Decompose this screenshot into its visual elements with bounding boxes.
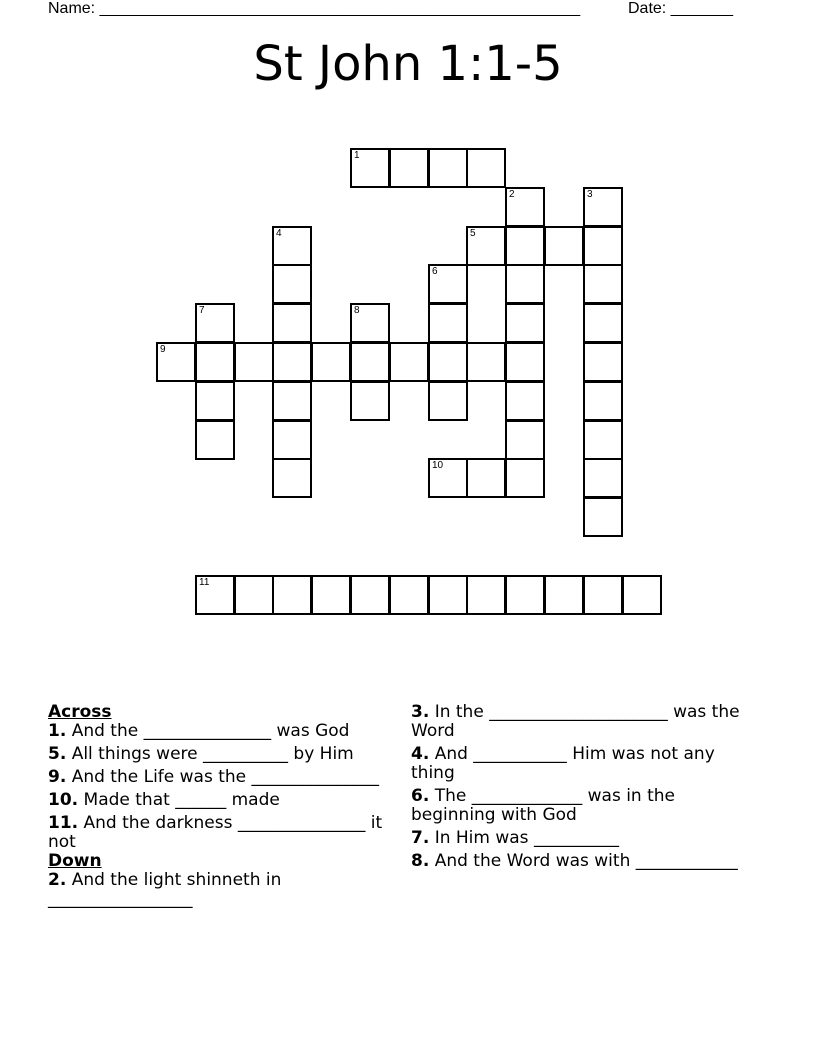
grid-cell[interactable]	[195, 381, 235, 421]
grid-cell[interactable]	[389, 342, 429, 382]
grid-cell[interactable]	[505, 342, 545, 382]
grid-cell[interactable]	[389, 148, 429, 188]
clue-across-10	[48, 791, 398, 810]
grid-cell[interactable]	[272, 226, 312, 266]
grid-cell[interactable]	[311, 575, 351, 615]
grid-cell[interactable]	[195, 342, 235, 382]
clue-text: And the Life was the _______________	[66, 767, 380, 787]
grid-cell[interactable]	[583, 381, 623, 421]
grid-cell[interactable]	[466, 575, 506, 615]
cell-number: 8	[354, 305, 360, 316]
grid-cell[interactable]	[311, 342, 351, 382]
grid-cell[interactable]	[466, 226, 506, 266]
clue-text: And ___________ Him was not any thing	[411, 744, 715, 783]
grid-cell[interactable]	[583, 264, 623, 304]
grid-cell[interactable]	[505, 458, 545, 498]
clue-text: The _____________ was in the beginning with God	[411, 786, 676, 825]
grid-cell[interactable]	[234, 342, 274, 382]
clue-text: In the _____________________ was the Word	[411, 702, 740, 741]
grid-cell[interactable]	[350, 148, 390, 188]
grid-cell[interactable]	[195, 420, 235, 460]
across-heading: Across	[48, 702, 112, 722]
clue-down-2	[48, 871, 398, 909]
grid-cell[interactable]	[195, 575, 235, 615]
grid-cell[interactable]	[505, 226, 545, 266]
grid-cell[interactable]	[583, 342, 623, 382]
grid-cell[interactable]	[272, 381, 312, 421]
grid-cell[interactable]	[350, 303, 390, 343]
page-title: St John 1:1-5	[253, 36, 563, 92]
clue-number: 11.	[48, 813, 79, 833]
cell-number: 2	[509, 189, 515, 200]
cell-number: 9	[160, 344, 166, 355]
grid-cell[interactable]	[272, 575, 312, 615]
grid-cell[interactable]	[272, 458, 312, 498]
grid-cell[interactable]	[350, 342, 390, 382]
clue-across-5	[48, 745, 398, 764]
clue-text: And the darkness _______________ it not	[48, 813, 383, 852]
clue-number: 9.	[48, 767, 67, 787]
clue-down-6	[411, 787, 756, 825]
cell-number: 4	[276, 228, 282, 239]
grid-cell[interactable]	[272, 420, 312, 460]
clue-text: All things were __________ by Him	[66, 744, 354, 764]
clue-number: 5.	[48, 744, 67, 764]
clue-across-11	[48, 814, 398, 852]
grid-cell[interactable]	[428, 575, 468, 615]
grid-cell[interactable]	[428, 381, 468, 421]
clue-across-9	[48, 768, 398, 787]
grid-cell[interactable]	[583, 497, 623, 537]
grid-cell[interactable]	[505, 264, 545, 304]
clue-number: 1.	[48, 721, 67, 741]
grid-cell[interactable]	[505, 187, 545, 227]
grid-cell[interactable]	[234, 575, 274, 615]
grid-cell[interactable]	[428, 458, 468, 498]
clue-down-7	[411, 829, 756, 848]
clue-text: And the light shinneth in _________________	[48, 870, 282, 909]
grid-cell[interactable]	[428, 303, 468, 343]
clue-number: 2.	[48, 870, 67, 890]
grid-cell[interactable]	[583, 575, 623, 615]
clue-number: 8.	[411, 851, 430, 871]
grid-cell[interactable]	[272, 342, 312, 382]
grid-cell[interactable]	[622, 575, 662, 615]
cell-number: 7	[199, 305, 205, 316]
grid-cell[interactable]	[389, 575, 429, 615]
grid-cell[interactable]	[583, 458, 623, 498]
grid-cell[interactable]	[350, 381, 390, 421]
clues-left-column	[48, 703, 398, 913]
cell-number: 11	[199, 577, 210, 588]
grid-cell[interactable]	[466, 342, 506, 382]
grid-cell[interactable]	[505, 303, 545, 343]
grid-cell[interactable]	[466, 458, 506, 498]
grid-cell[interactable]	[428, 264, 468, 304]
grid-cell[interactable]	[428, 148, 468, 188]
grid-cell[interactable]	[505, 381, 545, 421]
clue-text: And the _______________ was God	[66, 721, 350, 741]
date-field[interactable]: Date: _______	[628, 0, 733, 17]
grid-cell[interactable]	[544, 575, 584, 615]
down-heading: Down	[48, 851, 102, 871]
grid-cell[interactable]	[583, 187, 623, 227]
clue-down-3	[411, 703, 756, 741]
clue-number: 7.	[411, 828, 430, 848]
cell-number: 5	[470, 228, 476, 239]
grid-cell[interactable]	[583, 303, 623, 343]
cell-number: 3	[587, 189, 593, 200]
clue-number: 10.	[48, 790, 79, 810]
clue-number: 4.	[411, 744, 430, 764]
grid-cell[interactable]	[544, 226, 584, 266]
grid-cell[interactable]	[272, 303, 312, 343]
grid-cell[interactable]	[505, 420, 545, 460]
clues-right-column	[411, 703, 756, 875]
clue-number: 3.	[411, 702, 430, 722]
grid-cell[interactable]	[272, 264, 312, 304]
clue-across-1	[48, 722, 398, 741]
grid-cell[interactable]	[505, 575, 545, 615]
clue-number: 6.	[411, 786, 430, 806]
cell-number: 1	[354, 150, 360, 161]
cell-number: 6	[432, 266, 438, 277]
grid-cell[interactable]	[156, 342, 196, 382]
clue-down-4	[411, 745, 756, 783]
grid-cell[interactable]	[350, 575, 390, 615]
clue-text: In Him was __________	[429, 828, 619, 848]
clue-text: And the Word was with ____________	[429, 851, 738, 871]
cell-number: 10	[432, 460, 444, 471]
grid-cell[interactable]	[428, 342, 468, 382]
grid-cell[interactable]	[466, 148, 506, 188]
clue-down-8	[411, 852, 756, 871]
grid-cell[interactable]	[583, 226, 623, 266]
grid-cell[interactable]	[195, 303, 235, 343]
grid-cell[interactable]	[583, 420, 623, 460]
clue-text: Made that ______ made	[78, 790, 280, 810]
name-field[interactable]: Name: ______________________________________________________	[48, 0, 581, 17]
